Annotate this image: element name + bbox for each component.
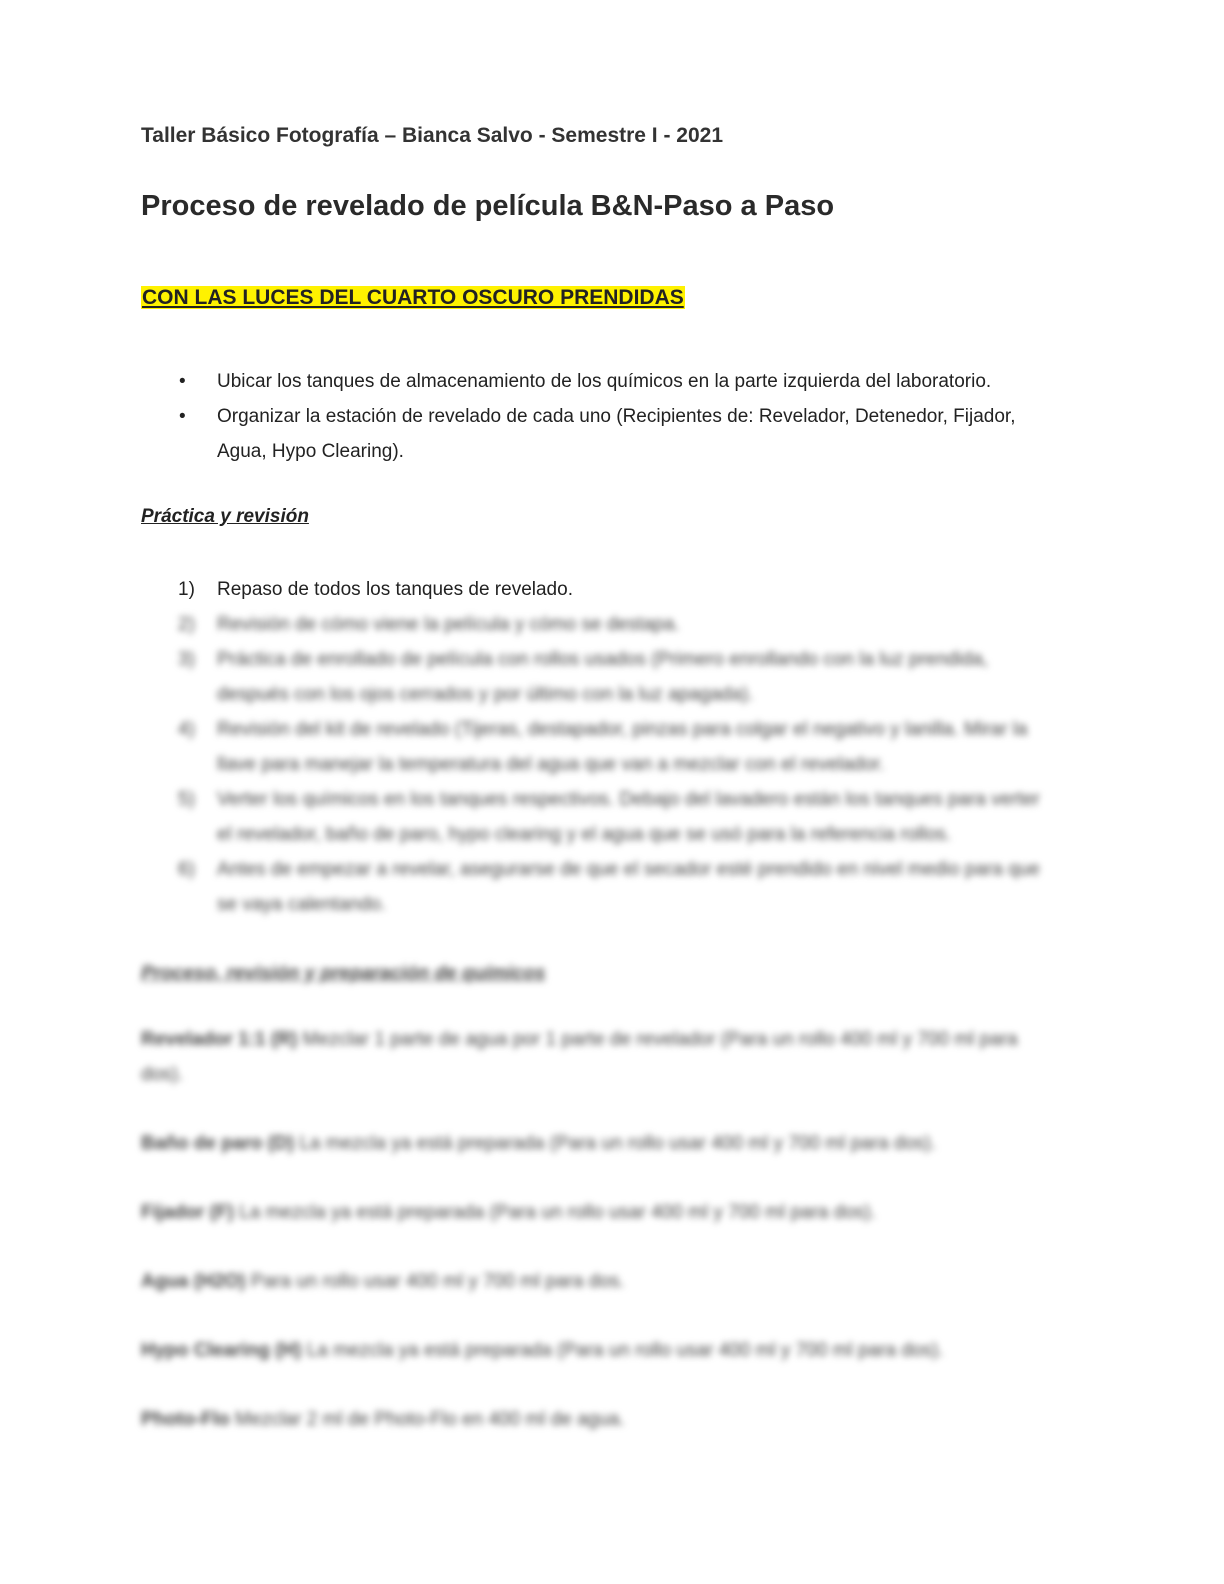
chemical-line-bano-de-paro xyxy=(141,1126,1041,1161)
chemical-label: Revelador 1:1 (R) xyxy=(141,1029,298,1050)
step-text: Revisión de cómo viene la película y cómo se destapa. xyxy=(217,614,680,635)
step-text: Práctica de enrollado de película con rollos usados (Primero enrollando con la luz prendida, después con los ojos cerrados y por último con la luz apagada). xyxy=(217,649,989,705)
list-item xyxy=(141,782,1041,852)
step-number: 4) xyxy=(178,719,195,740)
course-line: Taller Básico Fotografía – Bianca Salvo - Semestre I - 2021 xyxy=(141,124,724,147)
list-item xyxy=(141,364,1041,399)
step-text: Antes de empezar a revelar, asegurarse de que el secador esté prendido en nivel medio para que se vaya calentando. xyxy=(217,859,1040,915)
step-text: Verter los químicos en los tanques respectivos. Debajo del lavadero están los tanques para verter el revelador, baño de paro, hypo clearing y el agua que se usó para la referencia rollos. xyxy=(217,789,1040,845)
list-item xyxy=(141,642,1041,712)
step-number: 5) xyxy=(178,789,195,810)
step-number: 6) xyxy=(178,859,195,880)
chemical-label: Photo-Flo xyxy=(141,1409,230,1430)
list-item xyxy=(141,572,1041,607)
section-heading-lights-on xyxy=(141,286,685,310)
chemical-line-photo-flo xyxy=(141,1402,1041,1437)
list-item-text: Ubicar los tanques de almacenamiento de los químicos en la parte izquierda del laboratorio. xyxy=(217,371,992,392)
chemical-line-fijador xyxy=(141,1195,1041,1230)
bullet-icon: • xyxy=(179,406,186,427)
chemical-label: Fijador (F) xyxy=(141,1202,234,1223)
step-number: 3) xyxy=(178,649,195,670)
list-item-text: Organizar la estación de revelado de cada uno (Recipientes de: Revelador, Detenedor, Fijador, Agua, Hypo Clearing). xyxy=(217,406,1016,462)
step-text: Revisión del kit de revelado (Tijeras, destapador, pinzas para colgar el negativo y lanilla. Mirar la llave para manejar la temperatura del agua que van a mezclar con el revelador. xyxy=(217,719,1028,775)
chemicals-heading: Proceso, revisión y preparación de químicos xyxy=(141,963,546,984)
step-text: Repaso de todos los tanques de revelado. xyxy=(217,579,573,600)
chemical-line-hypo-clearing xyxy=(141,1333,1041,1368)
list-item xyxy=(141,607,1041,642)
highlighted-heading-text: CON LAS LUCES DEL CUARTO OSCURO PRENDIDAS xyxy=(142,286,684,309)
document-title: Proceso de revelado de película B&N-Paso a Paso xyxy=(141,190,835,222)
practice-steps-list xyxy=(141,572,1041,922)
chemical-text: La mezcla ya está preparada (Para un rollo usar 400 ml y 700 ml para dos). xyxy=(294,1133,937,1154)
bullet-icon: • xyxy=(179,371,186,392)
practice-heading: Práctica y revisión xyxy=(141,506,309,527)
step-number: 2) xyxy=(178,614,195,635)
step-number: 1) xyxy=(178,579,195,600)
chemical-label: Baño de paro (D) xyxy=(141,1133,295,1154)
chemical-text: Mezclar 2 ml de Photo-Flo en 400 ml de agua. xyxy=(229,1409,625,1430)
chemical-label: Agua (H2O) xyxy=(141,1271,246,1292)
bullet-list xyxy=(141,364,1041,469)
list-item xyxy=(141,852,1041,922)
list-item xyxy=(141,712,1041,782)
chemical-text: Para un rollo usar 400 ml y 700 ml para dos. xyxy=(245,1271,625,1292)
chemical-text: La mezcla ya está preparada (Para un rollo usar 400 ml y 700 ml para dos). xyxy=(301,1340,944,1361)
chemical-label: Hypo Clearing (H) xyxy=(141,1340,302,1361)
chemical-text: Mezclar 1 parte de agua por 1 parte de revelador (Para un rollo 400 ml y 700 ml para dos). xyxy=(141,1029,1018,1085)
chemical-text: La mezcla ya está preparada (Para un rollo usar 400 ml y 700 ml para dos). xyxy=(233,1202,876,1223)
list-item xyxy=(141,399,1041,469)
chemical-line-revelador xyxy=(141,1022,1041,1092)
chemical-line-agua xyxy=(141,1264,1041,1299)
